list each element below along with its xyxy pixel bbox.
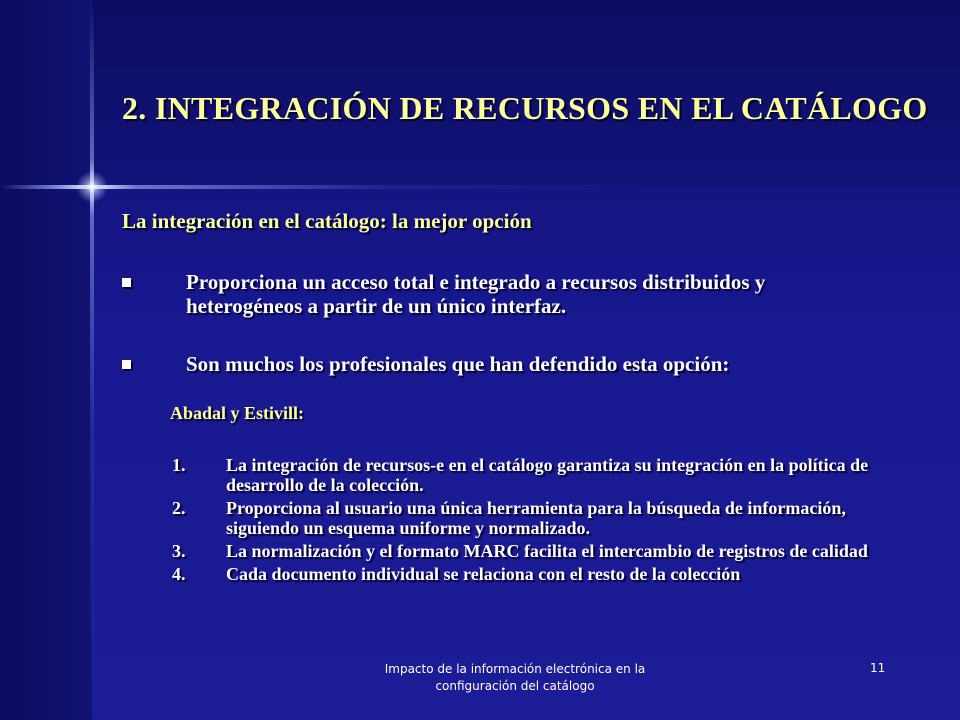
authors-heading: Abadal y Estivill: xyxy=(170,403,305,423)
star-flare-horizontal-ray xyxy=(0,185,960,189)
page-number: 11 xyxy=(870,661,886,675)
slide-footer: Impacto de la información electrónica en la configuración del catálogo xyxy=(384,662,646,693)
slide-title: 2. INTEGRACIÓN DE RECURSOS EN EL CATÁLOGO xyxy=(122,90,928,126)
slide-subtitle: La integración en el catálogo: la mejor opción xyxy=(122,209,532,233)
list-item-text: La integración de recursos-e en el catálogo garantiza su integración en la política de desarrollo de la colección. xyxy=(226,455,869,495)
list-item-number: 3. xyxy=(172,541,186,561)
list-item-number: 2. xyxy=(172,498,186,518)
list-item-text: La normalización y el formato MARC facilita el intercambio de registros de calidad xyxy=(226,541,868,561)
list-item-text: Proporciona al usuario una única herramienta para la búsqueda de información, siguiendo un esquema uniforme y normalizado. xyxy=(226,498,846,538)
list-item-number: 1. xyxy=(172,455,186,475)
left-background-band xyxy=(0,0,92,720)
list-item xyxy=(170,455,910,495)
star-flare-icon xyxy=(76,171,108,203)
square-bullet-icon xyxy=(122,278,131,287)
numbered-list xyxy=(170,455,910,587)
bullet-item xyxy=(122,270,882,318)
square-bullet-icon xyxy=(122,360,131,369)
list-item xyxy=(170,564,910,584)
list-item xyxy=(170,541,910,561)
list-item-text: Cada documento individual se relaciona con el resto de la colección xyxy=(226,564,741,584)
bullet-text: Proporciona un acceso total e integrado a recursos distribuidos y heterogéneos a partir de un único interfaz. xyxy=(186,270,766,318)
star-flare-vertical-ray xyxy=(90,0,94,720)
list-item xyxy=(170,498,910,538)
bullet-item xyxy=(122,352,882,376)
list-item-number: 4. xyxy=(172,564,186,584)
bullet-text: Son muchos los profesionales que han defendido esta opción: xyxy=(186,352,730,376)
